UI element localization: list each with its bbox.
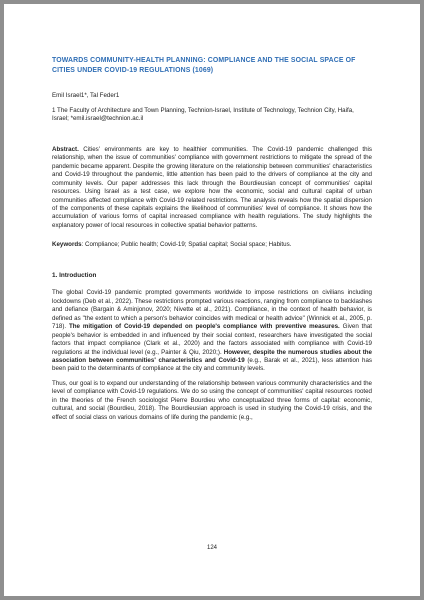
intro-p1-text-b: Given that people's behavior is embedded in and influenced by their social context, researchers have investigated the social factors that impact compliance (Clark et al., 2020) and the factors associated with compliance with Covid-19 regulations at the individual level (e.g., Painter & Qiu, 2020;).: [52, 323, 372, 356]
document-page: [4, 4, 420, 596]
intro-p1-bold-a: The mitigation of Covid-19 depended on people's compliance with preventive measures.: [68, 323, 340, 331]
keywords-text: : Compliance; Public health; Covid-19; Spatial capital; Social space; Habitus.: [81, 241, 292, 249]
intro-paragraph-2: Thus, our goal is to expand our understanding of the relationship between various community characteristics and the level of compliance with Covid-19 regulations. We do so using the concept of communities' capital resources rooted in the theories of the French sociologist Pierre Bourdieu who conceptualized three forms of capital: economic, cultural, and social (Bourdieu, 2018). The Bourdieusian approach is used in studying the Covid-19 crisis, and the effect of social class on various domains of life during the pandemic (e.g.,: [52, 379, 372, 421]
page-number: 124: [206, 545, 217, 551]
keywords: [52, 241, 372, 249]
intro-p1-bold-b: However, despite the numerous studies about the association between communities' characteristics and Covid-19: [52, 348, 372, 364]
affiliation: 1 The Faculty of Architecture and Town Planning, Technion-Israel, Institute of Technology, Technion City, Haifa, Israel; *emil.israel@technion.ac.il: [52, 107, 354, 123]
intro-p1-text-a: The global Covid-19 pandemic prompted governments worldwide to impose restrictions on civilians including lockdowns (Deb et al., 2022). These restrictions prompted various reactions, ranging from compliance to backlashes and defiance (Bargain & Aminjonov, 2020; Nivette et al., 2021). Compliance, in the context of health behavior, is defined as "the extent to which a person's behavior coincides with medical or health advice" (Winnick et al., 2005, p. 718).: [52, 289, 372, 331]
paper-title: TOWARDS COMMUNITY-HEALTH PLANNING: COMPLIANCE AND THE SOCIAL SPACE OF CITIES UNDER COVID-19 REGULATIONS (1069): [52, 57, 356, 74]
keywords-label: Keywords: [52, 241, 82, 249]
authors: Emil Israel1*, Tal Feder1: [52, 92, 120, 99]
intro-paragraph-1: [52, 289, 372, 374]
section-heading-introduction: 1. Introduction: [52, 272, 97, 280]
abstract-text: Cities' environments are key to healthier communities. The Covid-19 pandemic challenged this relationship, when the issue of communities' compliance with government restrictions to mitigate the spread of the pandemic became apparent. Despite the growing literature on the relationship between communities' characteristics and Covid-19 throughout the pandemic, little attention has been paid to the drivers of compliance at the city and community levels. Our paper addresses this lack through the Bourdieusian concept of communities' capital resources. Using Israel as a test case, we explore how the economic, social and cultural capital of urban communities affected compliance with Covid-19 related restrictions. The analysis reveals how the spatial dispersion of the components of these capitals explains the likelihood of communities' level of compliance. It shows how the accumulation of various forms of capital increased compliance with health regulations. The study highlights the explanatory power of local resources in collective spatial behavior patterns.: [52, 145, 372, 229]
abstract: [52, 146, 372, 231]
abstract-label: Abstract.: [52, 145, 79, 153]
intro-p1-text-c: (e.g., Barak et al., 2021), less attention has been paid to the determinants of compliance at the city and community levels.: [52, 356, 372, 373]
